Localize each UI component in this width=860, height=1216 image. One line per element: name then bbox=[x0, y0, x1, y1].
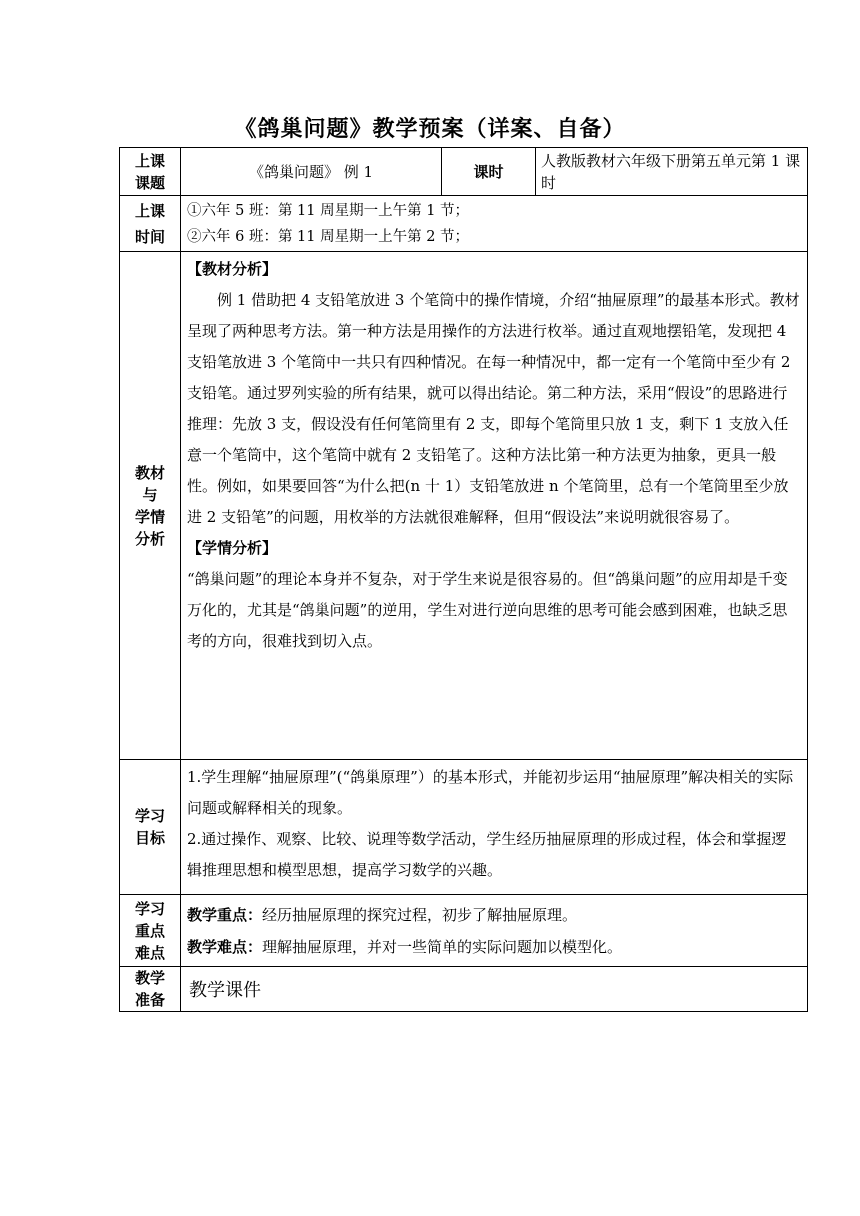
label-goals-text: 学习 目标 bbox=[134, 807, 165, 847]
goals-content bbox=[181, 760, 808, 895]
heading-student-analysis: 【学情分析】 bbox=[187, 539, 278, 557]
label-analysis-text: 教材 与 学情 分析 bbox=[134, 463, 165, 548]
row-preparation bbox=[120, 967, 808, 1012]
label-time-text: 上课 时间 bbox=[134, 201, 165, 246]
row-analysis bbox=[120, 252, 808, 760]
goal-2: 2.通过操作、观察、比较、说理等数学活动，学生经历抽屉原理的形成过程，体会和掌握逻辑推理思想和模型思想，提高学习数学的兴趣。 bbox=[187, 830, 787, 879]
goal-1: 1.学生理解“抽屉原理”(“鸽巢原理”）的基本形式，并能初步运用“抽屉原理”解决相关的实际问题或解释相关的现象。 bbox=[187, 768, 794, 817]
analysis-content bbox=[181, 252, 808, 760]
label-key-points-text: 学习 重点 难点 bbox=[134, 899, 165, 962]
label-period: 课时 bbox=[442, 148, 536, 196]
row-key-points bbox=[120, 895, 808, 967]
page-title: 《鸽巢问题》教学预案（详案、自备） bbox=[234, 117, 626, 142]
label-key-points bbox=[120, 895, 181, 967]
textbook-analysis-text: 例 1 借助把 4 支铅笔放进 3 个笔筒中的操作情境，介绍“抽屉原理”的最基本形式。教材呈现了两种思考方法。第一种方法是用操作的方法进行枚举。通过直观地摆铅笔，发现把 4 支铅笔放进 3 个笔筒中一共只有四种情况。在每一种情况中，都一定有一个笔筒中至少有 2 支铅笔。通过罗列实验的所有结果，就可以得出结论。第二种方法，采用“假设”的思路进行推理：先放 3 支，假设没有任何笔筒里有 2 支，即每个笔筒里只放 1 支，剩下 1 支放入任意一个笔筒中，这个笔筒中就有 2 支铅笔了。这种方法比第一种方法更为抽象，更具一般性。例如，如果要回答“为什么把(n 十 1）支铅笔放进 n 个笔筒里，总有一个笔筒里至少放进 2 支铅笔”的问题，用枚举的方法就很难解释，但用“假设法”来说明就很容易了。 bbox=[187, 291, 800, 526]
topic-value: 《鸽巢问题》 例 1 bbox=[181, 148, 442, 196]
key-points-content bbox=[181, 895, 808, 967]
key-point-line bbox=[187, 899, 801, 931]
lesson-plan-table bbox=[119, 147, 808, 1012]
key-point-text: 经历抽屉原理的探究过程，初步了解抽屉原理。 bbox=[262, 905, 578, 924]
preparation-value: 教学课件 bbox=[181, 967, 808, 1012]
row-goals bbox=[120, 760, 808, 895]
label-preparation-text: 教学 准备 bbox=[134, 969, 165, 1009]
label-topic bbox=[120, 148, 181, 196]
label-analysis bbox=[120, 252, 181, 760]
row-topic bbox=[120, 148, 808, 196]
difficulty-line bbox=[187, 931, 801, 963]
label-topic-text: 上课 课题 bbox=[134, 151, 165, 192]
heading-textbook-analysis: 【教材分析】 bbox=[187, 260, 278, 278]
row-time bbox=[120, 196, 808, 252]
key-point-label: 教学重点： bbox=[187, 905, 263, 924]
time-line-1: ①六年 5 班：第 11 周星期一上午第 1 节； bbox=[187, 202, 470, 219]
time-line-2: ②六年 6 班：第 11 周星期一上午第 2 节； bbox=[187, 228, 470, 245]
time-value bbox=[181, 196, 808, 252]
difficulty-text: 理解抽屉原理，并对一些简单的实际问题加以模型化。 bbox=[262, 937, 623, 956]
difficulty-label: 教学难点： bbox=[187, 937, 263, 956]
label-time bbox=[120, 196, 181, 252]
student-analysis-text: “鸽巢问题”的理论本身并不复杂，对于学生来说是很容易的。但“鸽巢问题”的应用却是千变万化的，尤其是“鸽巢问题”的逆用，学生对进行逆向思维的思考可能会感到困难，也缺乏思考的方向，很难找到切入点。 bbox=[187, 570, 788, 650]
period-value: 人教版教材六年级下册第五单元第 1 课时 bbox=[536, 148, 808, 196]
label-goals bbox=[120, 760, 181, 895]
label-preparation bbox=[120, 967, 181, 1012]
